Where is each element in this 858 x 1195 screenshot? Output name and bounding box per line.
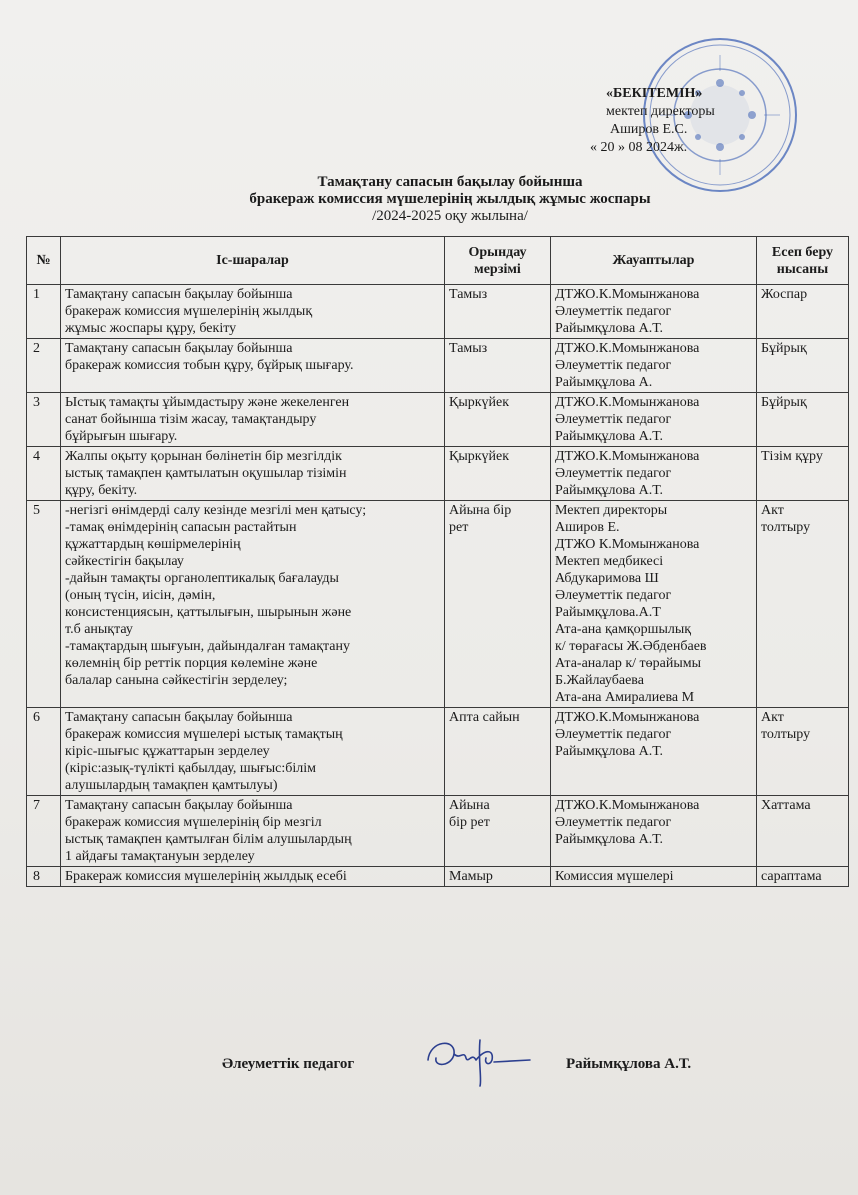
responsible-line: Әлеуметтік педагог: [555, 304, 672, 319]
action-line: Тамақтану сапасын бақылау бойынша: [65, 710, 293, 725]
report-line: Жоспар: [761, 287, 808, 302]
deadline-line: Тамыз: [449, 287, 488, 302]
header-num: №: [27, 237, 61, 285]
responsible-line: Райымқұлова А.Т.: [555, 744, 663, 759]
table-row: [27, 708, 849, 796]
responsible-line: ДТЖО.К.Момынжанова: [555, 395, 700, 410]
handwritten-signature: [420, 1030, 540, 1090]
action-line: Бракераж комиссия мүшелерінің жылдық есебі: [65, 869, 347, 884]
report-line: толтыру: [761, 520, 811, 535]
cell-action: [61, 285, 445, 339]
work-plan-table: [26, 236, 849, 887]
action-line: (оның түсін, иісін, дәмін,: [65, 588, 216, 603]
cell-num: 4: [27, 447, 61, 501]
cell-deadline: [445, 285, 551, 339]
action-line: т.б анықтау: [65, 622, 133, 637]
approval-title: «БЕКІТЕМІН»: [606, 86, 703, 101]
responsible-line: Әлеуметтік педагог: [555, 727, 672, 742]
responsible-line: Райымқұлова А.: [555, 375, 653, 390]
cell-responsible: [551, 447, 757, 501]
cell-report: [757, 339, 849, 393]
report-line: Хаттама: [761, 798, 811, 813]
responsible-line: Б.Жайлаубаева: [555, 673, 644, 688]
deadline-line: Тамыз: [449, 341, 488, 356]
cell-num: 8: [27, 867, 61, 887]
responsible-line: Мектеп директоры: [555, 503, 668, 518]
cell-report: [757, 708, 849, 796]
responsible-line: Әлеуметтік педагог: [555, 588, 672, 603]
responsible-line: Абдукаримова Ш: [555, 571, 659, 586]
cell-deadline: [445, 796, 551, 867]
action-line: Тамақтану сапасын бақылау бойынша: [65, 341, 293, 356]
cell-responsible: [551, 796, 757, 867]
table-row: [27, 393, 849, 447]
deadline-line: Мамыр: [449, 869, 493, 884]
cell-deadline: [445, 867, 551, 887]
action-line: Жалпы оқыту қорынан бөлінетін бір мезгілдік: [65, 449, 342, 464]
approval-block: [590, 85, 800, 157]
cell-deadline: [445, 447, 551, 501]
table-row: [27, 501, 849, 708]
approval-position: мектеп директоры: [606, 104, 715, 119]
cell-responsible: [551, 501, 757, 708]
action-line: (кіріс:азық-түлікті қабылдау, шығыс:білім: [65, 761, 317, 776]
action-line: құжаттардың көшірмелерінің: [65, 537, 241, 552]
cell-responsible: [551, 708, 757, 796]
responsible-line: ДТЖО.К.Момынжанова: [555, 341, 700, 356]
action-line: Ыстық тамақты ұйымдастыру және жекеленген: [65, 395, 350, 410]
signature-block: [0, 1052, 858, 1092]
report-line: сараптама: [761, 869, 822, 884]
cell-deadline: [445, 501, 551, 708]
cell-report: [757, 796, 849, 867]
table-row: [27, 285, 849, 339]
responsible-line: Комиссия мүшелері: [555, 869, 674, 884]
action-line: кіріс-шығыс құжаттарын зерделеу: [65, 744, 270, 759]
responsible-line: Әлеуметтік педагог: [555, 466, 672, 481]
deadline-line: Айына: [449, 798, 490, 813]
table-row: [27, 796, 849, 867]
cell-deadline: [445, 708, 551, 796]
responsible-line: ДТЖО К.Момынжанова: [555, 537, 700, 552]
signature-role: Әлеуметтік педагог: [222, 1056, 355, 1072]
responsible-line: Райымқұлова А.Т.: [555, 483, 663, 498]
cell-deadline: [445, 339, 551, 393]
title-line-2: бракераж комиссия мүшелерінің жылдық жұмыс жоспары: [249, 191, 651, 207]
action-line: ыстық тамақпен қамтылған білім алушылардың: [65, 832, 352, 847]
action-line: сәйкестігін бақылау: [65, 554, 184, 569]
table-row: [27, 339, 849, 393]
action-line: Тамақтану сапасын бақылау бойынша: [65, 287, 293, 302]
responsible-line: ДТЖО.К.Момынжанова: [555, 710, 700, 725]
table-body: [27, 285, 849, 887]
responsible-line: Ата-аналар к/ төрайымы: [555, 656, 702, 671]
cell-num: 1: [27, 285, 61, 339]
action-line: бракераж комиссия тобын құру, бұйрық шығару.: [65, 358, 354, 373]
action-line: бракераж комиссия мүшелері ыстық тамақтың: [65, 727, 343, 742]
cell-action: [61, 501, 445, 708]
signature-name: Райымқұлова А.Т.: [566, 1056, 692, 1072]
header-responsible: Жауаптылар: [551, 237, 757, 285]
cell-responsible: [551, 339, 757, 393]
action-line: -тамақтардың шығуын, дайындалған тамақтану: [65, 639, 351, 654]
cell-num: 5: [27, 501, 61, 708]
cell-report: [757, 501, 849, 708]
responsible-line: Ата-ана қамқоршылық: [555, 622, 692, 637]
responsible-line: ДТЖО.К.Момынжанова: [555, 798, 700, 813]
action-line: Тамақтану сапасын бақылау бойынша: [65, 798, 293, 813]
deadline-line: Апта сайын: [449, 710, 520, 725]
action-line: 1 айдағы тамақтануын зерделеу: [65, 849, 255, 864]
table-row: [27, 447, 849, 501]
document-title: [150, 174, 750, 225]
action-line: балалар санына сәйкестігін зерделеу;: [65, 673, 288, 688]
cell-responsible: [551, 393, 757, 447]
cell-num: 2: [27, 339, 61, 393]
action-line: консистенциясын, қаттылығын, шырынын және: [65, 605, 352, 620]
action-line: бұйрығын шығару.: [65, 429, 178, 444]
deadline-line: Айына бір: [449, 503, 512, 518]
responsible-line: к/ төрағасы Ж.Әбденбаев: [555, 639, 707, 654]
header-action: Іс-шаралар: [61, 237, 445, 285]
action-line: алушылардың тамақпен қамтылуы): [65, 778, 278, 793]
responsible-line: Райымқұлова А.Т.: [555, 429, 663, 444]
header-report: Есеп беру нысаны: [757, 237, 849, 285]
deadline-line: бір рет: [449, 815, 490, 830]
responsible-line: ДТЖО.К.Момынжанова: [555, 287, 700, 302]
responsible-line: Мектеп медбикесі: [555, 554, 664, 569]
title-line-1: Тамақтану сапасын бақылау бойынша: [317, 174, 583, 190]
cell-num: 3: [27, 393, 61, 447]
deadline-line: Қыркүйек: [449, 395, 510, 410]
cell-action: [61, 708, 445, 796]
action-line: -тамақ өнімдерінің сапасын растайтын: [65, 520, 297, 535]
responsible-line: Аширов Е.: [555, 520, 620, 535]
responsible-line: ДТЖО.К.Момынжанова: [555, 449, 700, 464]
cell-deadline: [445, 393, 551, 447]
report-line: Бұйрық: [761, 341, 807, 356]
action-line: жұмыс жоспары құру, бекіту: [65, 321, 237, 336]
cell-report: [757, 285, 849, 339]
report-line: Бұйрық: [761, 395, 807, 410]
responsible-line: Ата-ана Амиралиева М: [555, 690, 695, 705]
action-line: санат бойынша тізім жасау, тамақтандыру: [65, 412, 317, 427]
report-line: Акт: [761, 503, 784, 518]
deadline-line: Қыркүйек: [449, 449, 510, 464]
report-line: Акт: [761, 710, 784, 725]
table-header-row: [27, 237, 849, 285]
cell-report: [757, 447, 849, 501]
cell-responsible: [551, 285, 757, 339]
cell-action: [61, 796, 445, 867]
responsible-line: Райымқұлова А.Т.: [555, 321, 663, 336]
deadline-line: рет: [449, 520, 469, 535]
table-row: [27, 867, 849, 887]
cell-responsible: [551, 867, 757, 887]
action-line: -дайын тамақты органолептикалық бағалауды: [65, 571, 339, 586]
responsible-line: Райымқұлова А.Т.: [555, 832, 663, 847]
responsible-line: Әлеуметтік педагог: [555, 815, 672, 830]
cell-action: [61, 393, 445, 447]
responsible-line: Райымқұлова.А.Т: [555, 605, 661, 620]
action-line: құру, бекіту.: [65, 483, 138, 498]
cell-action: [61, 339, 445, 393]
approval-name: Аширов Е.С.: [610, 122, 688, 137]
report-line: толтыру: [761, 727, 811, 742]
cell-action: [61, 867, 445, 887]
cell-num: 7: [27, 796, 61, 867]
cell-action: [61, 447, 445, 501]
cell-report: [757, 393, 849, 447]
cell-num: 6: [27, 708, 61, 796]
approval-date: « 20 » 08 2024ж.: [590, 140, 688, 155]
responsible-line: Әлеуметтік педагог: [555, 358, 672, 373]
action-line: бракераж комиссия мүшелерінің жылдық: [65, 304, 313, 319]
title-line-3: /2024-2025 оқу жылына/: [372, 208, 528, 224]
report-line: Тізім құру: [761, 449, 823, 464]
responsible-line: Әлеуметтік педагог: [555, 412, 672, 427]
cell-report: [757, 867, 849, 887]
action-line: бракераж комиссия мүшелерінің бір мезгіл: [65, 815, 322, 830]
header-deadline: Орындау мерзімі: [445, 237, 551, 285]
action-line: ыстық тамақпен қамтылатын оқушылар тізімін: [65, 466, 347, 481]
action-line: -негізгі өнімдерді салу кезінде мезгілі мен қатысу;: [65, 503, 367, 518]
action-line: көлемнің бір реттік порция көлеміне және: [65, 656, 318, 671]
